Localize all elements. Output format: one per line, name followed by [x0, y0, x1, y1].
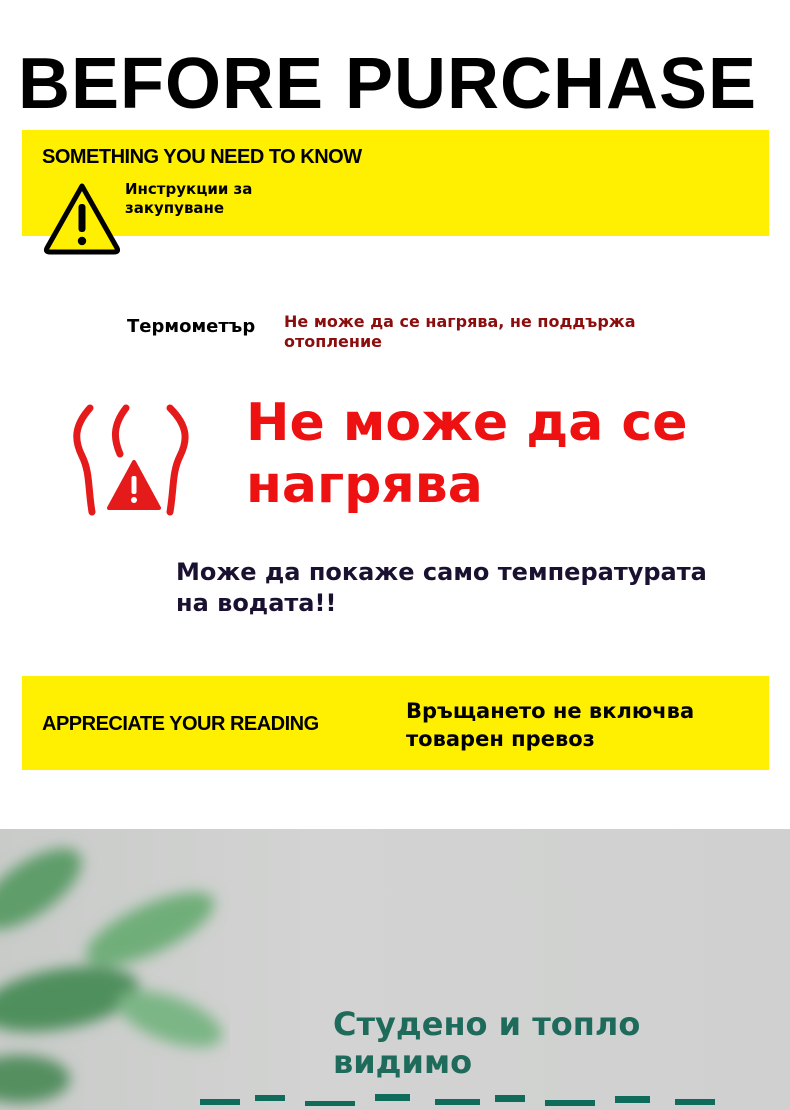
heating-warning-icon [66, 400, 196, 518]
return-shipping-note: Връщането не включва товарен превоз [406, 699, 695, 751]
reading-heading: APPRECIATE YOUR READING [42, 713, 319, 735]
thermometer-note: Не може да се нагрява, не поддържа отопление [284, 312, 636, 351]
water-temperature-note: Може да покаже само температурата на водата!! [176, 558, 707, 617]
reading-box [22, 676, 769, 770]
cropped-text-decoration-icon [195, 1091, 755, 1110]
leaf-decoration-icon [0, 829, 230, 1110]
bottom-banner [0, 829, 790, 1110]
notice-text: Инструкции за закупуване [125, 180, 253, 217]
warning-triangle-icon [42, 180, 122, 256]
thermometer-label: Термометър [127, 316, 256, 337]
bottom-banner-title: Студено и топло видимо [333, 1005, 641, 1081]
notice-box [22, 130, 769, 236]
page-title: BEFORE PURCHASE [18, 44, 758, 124]
notice-heading: SOMETHING YOU NEED TO KNOW [42, 146, 362, 168]
heating-warning-headline: Не може да се нагрява [246, 393, 688, 515]
